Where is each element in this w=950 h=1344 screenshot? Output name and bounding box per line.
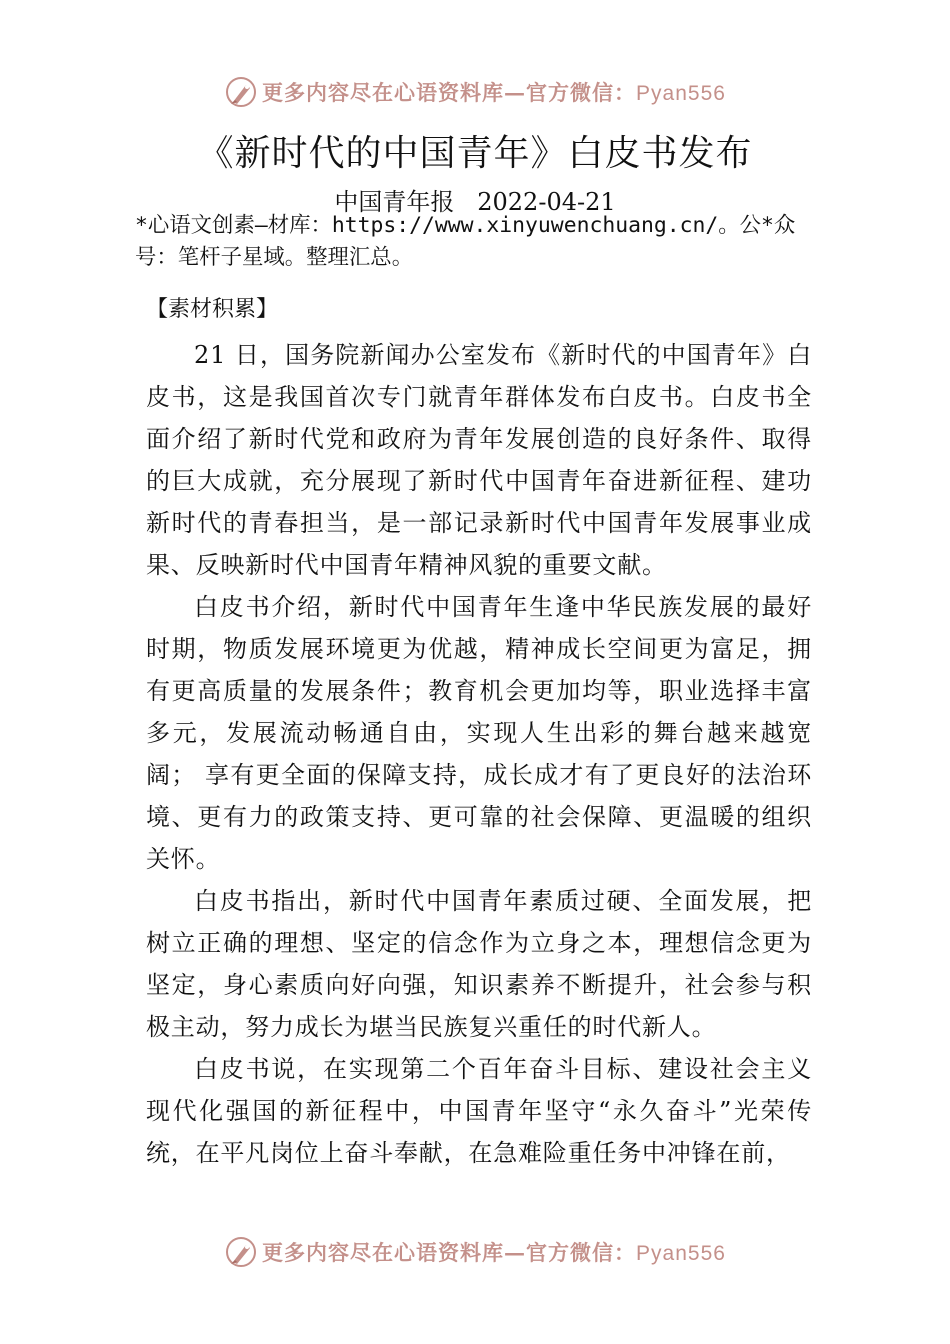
watermark-wechat-id: Pyan556 <box>636 1242 726 1265</box>
paragraph: 21 日，国务院新闻办公室发布《新时代的中国青年》白皮书，这是我国首次专门就青年群体发布白皮书。白皮书全面介绍了新时代党和政府为青年发展创造的良好条件、取得的巨大成就，充分展现了新时代中国青年奋进新征程、建功新时代的青春担当，是一部记录新时代中国青年发展事业成果、反映新时代中国青年精神风貌的重要文献。 <box>146 341 812 579</box>
article-body <box>146 334 812 1174</box>
publish-date: 2022-04-21 <box>477 188 616 216</box>
watermark-banner-top <box>0 72 950 112</box>
paragraph: 白皮书说，在实现第二个百年奋斗目标、建设社会主义现代化强国的新征程中，中国青年坚守“永久奋斗”光荣传统，在平凡岗位上奋斗奉献，在急难险重任务中冲锋在前， <box>146 1055 812 1167</box>
publisher: 中国青年报 <box>334 188 455 216</box>
pen-nib-logo-icon <box>224 75 258 109</box>
source-note: *心语文创素—材库：https://www.xinyuwenchuang.cn/。公*众号：笔杆子星域。整理汇总。 <box>135 213 796 270</box>
paragraph: 白皮书介绍，新时代中国青年生逢中华民族发展的最好时期，物质发展环境更为优越，精神成长空间更为富足，拥有更高质量的发展条件；教育机会更加均等，职业选择丰富多元，发展流动畅通自由，实现人生出彩的舞台越来越宽阔； 享有更全面的保障支持，成长成才有了更良好的法治环境、更有力的政策支持、更可靠的社会保障、更温暖的组织关怀。 <box>146 593 812 873</box>
page-title: 《新时代的中国青年》白皮书发布 <box>197 133 753 174</box>
watermark-banner-bottom <box>0 1232 950 1272</box>
paragraph: 白皮书指出，新时代中国青年素质过硬、全面发展，把树立正确的理想、坚定的信念作为立身之本，理想信念更为坚定，身心素质向好向强，知识素养不断提升，社会参与积极主动，努力成长为堪当民族复兴重任的时代新人。 <box>146 887 812 1041</box>
section-label: 【素材积累】 <box>146 297 279 322</box>
watermark-wechat-id: Pyan556 <box>636 82 726 105</box>
watermark-text: 更多内容尽在心语资料库—官方微信： <box>262 80 637 105</box>
watermark-text: 更多内容尽在心语资料库—官方微信： <box>262 1240 637 1265</box>
pen-nib-logo-icon <box>224 1235 258 1269</box>
